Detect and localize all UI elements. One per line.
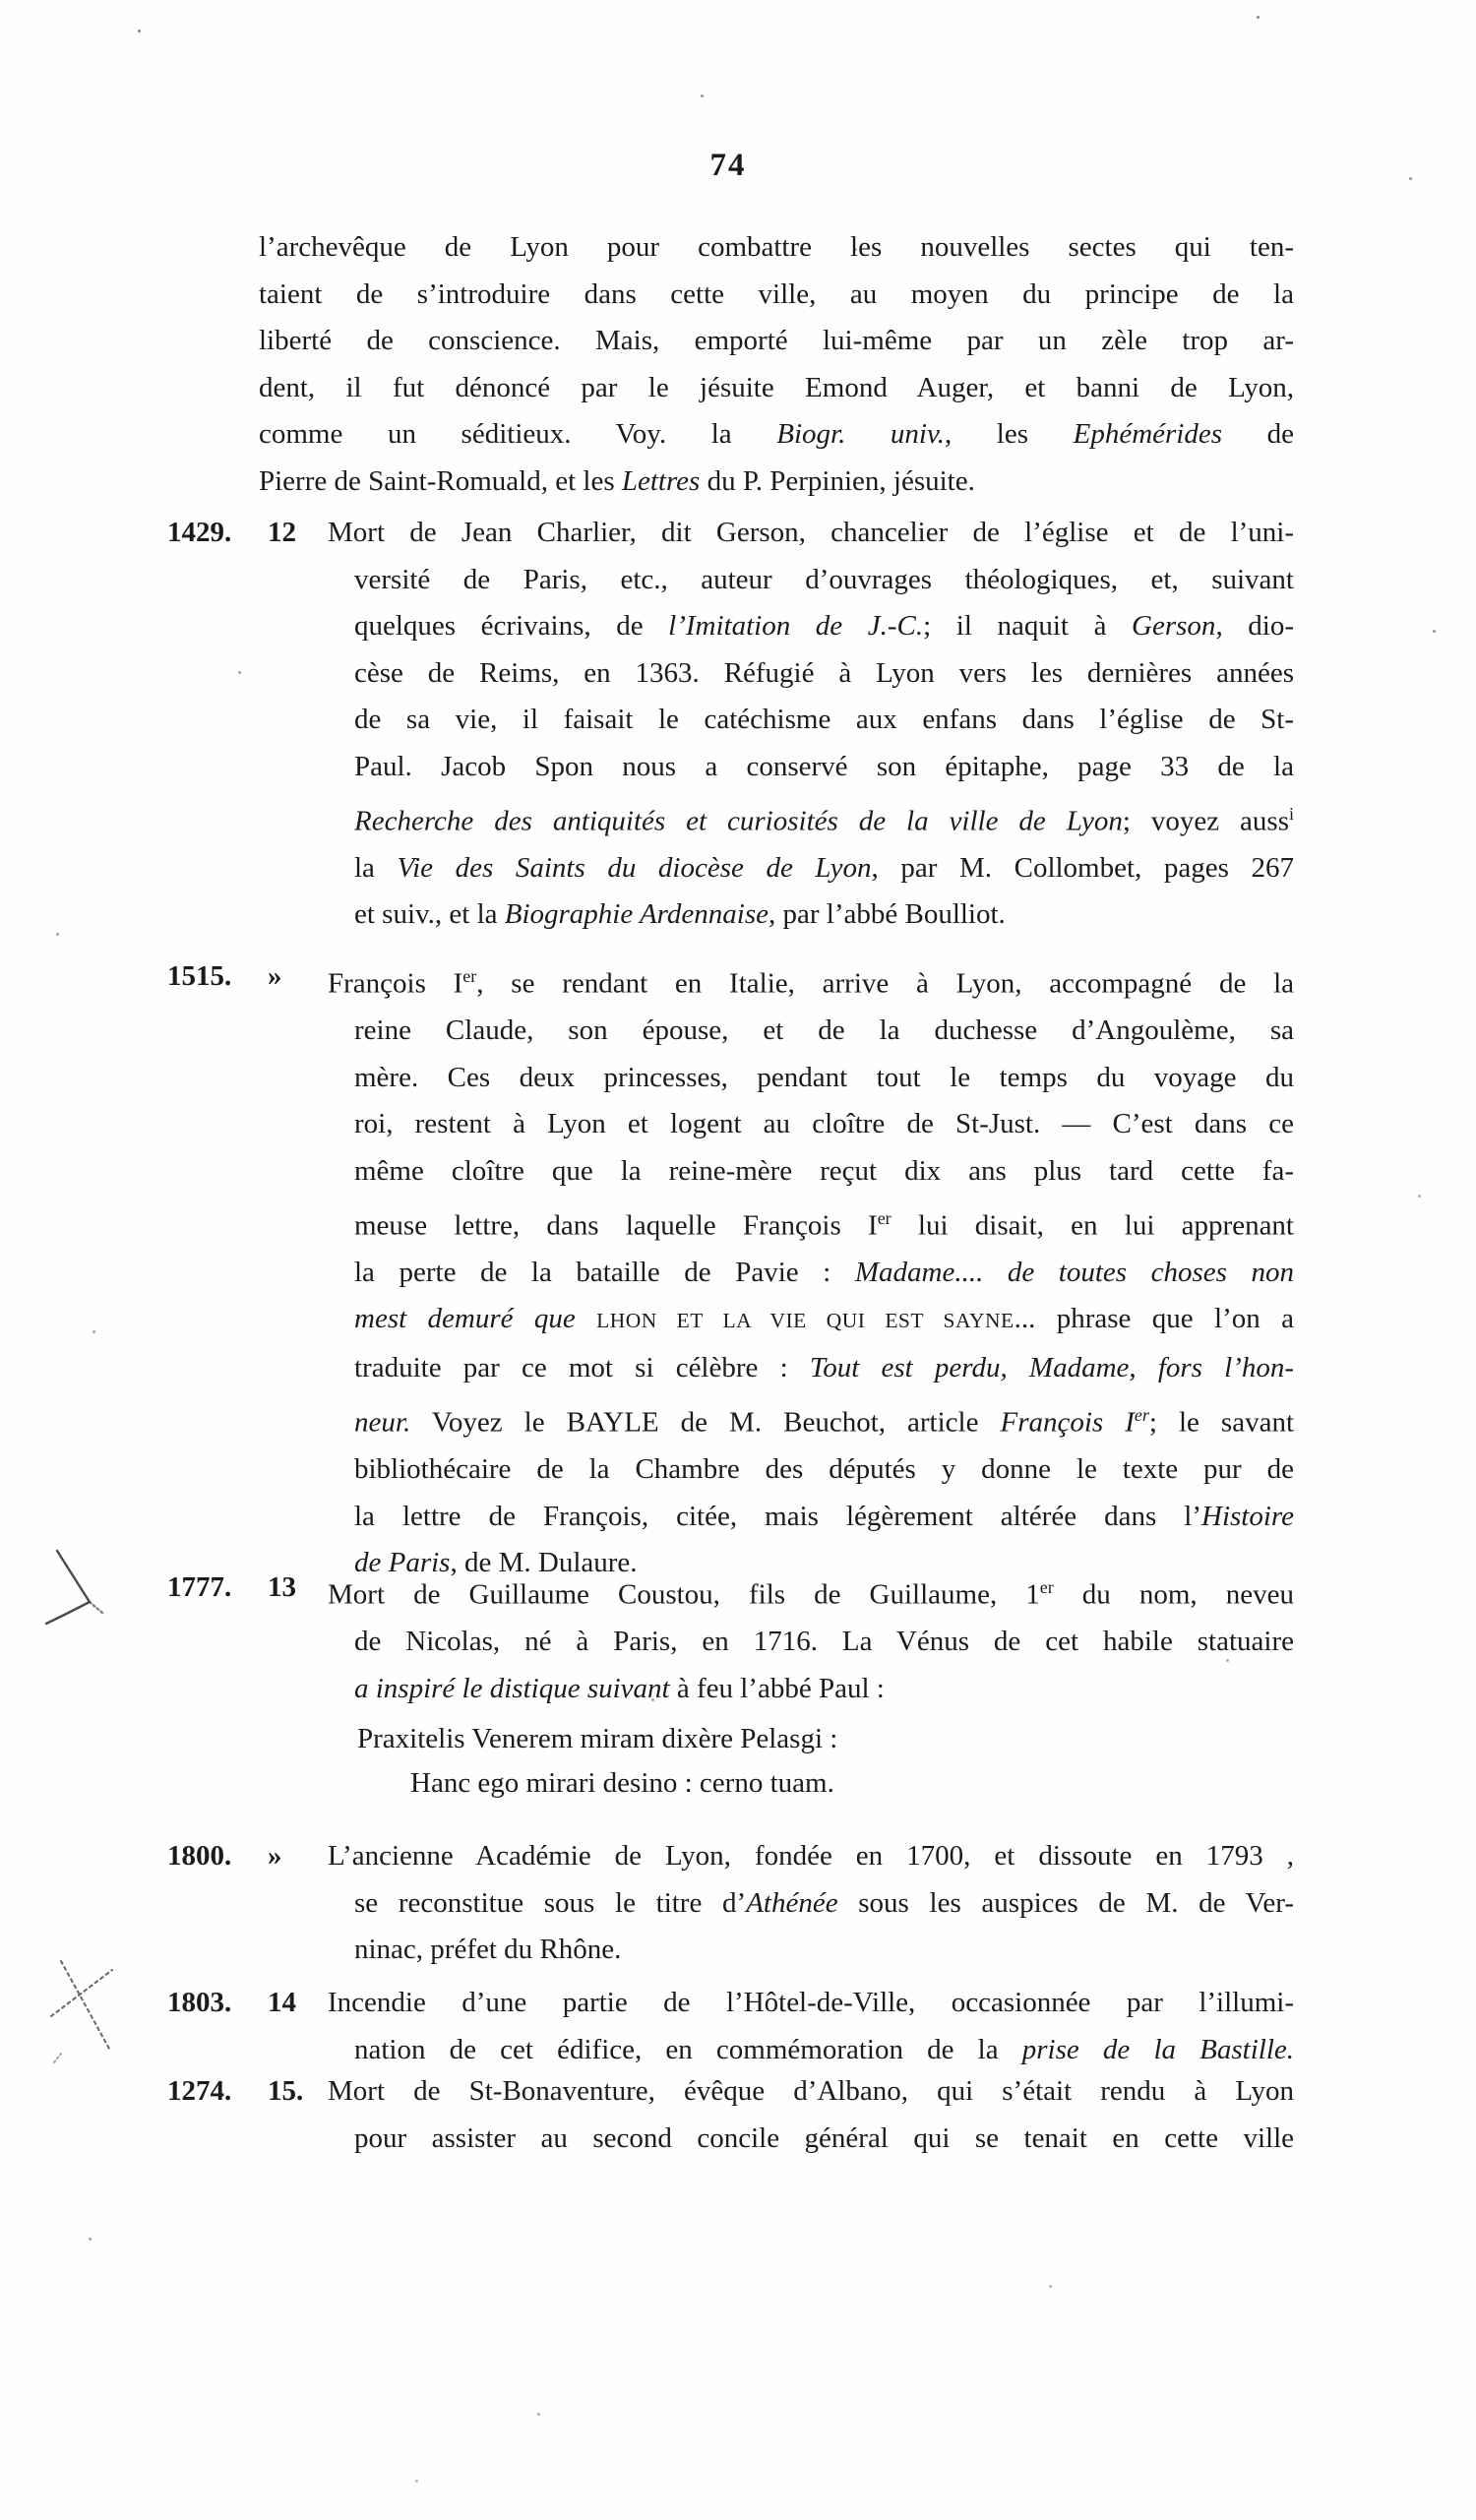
text-segment: mest demuré que — [354, 1303, 597, 1335]
text-line — [354, 1494, 1294, 1541]
text-line — [328, 510, 1294, 557]
text-line — [354, 2027, 1294, 2074]
text-segment: meuse lettre, dans laquelle François I — [354, 1209, 878, 1242]
continuation-paragraph — [259, 224, 1294, 506]
text-line — [259, 411, 1294, 459]
text-line — [354, 1392, 1294, 1446]
text-segment: de sa vie, il faisait le catéchisme aux enfans dans l’église de St- — [354, 704, 1294, 736]
text-segment: Hanc ego mirari desino : cerno tuam. — [410, 1767, 834, 1799]
text-line — [354, 744, 1294, 791]
entry-year: 1800. — [167, 1840, 232, 1872]
text-line — [354, 845, 1294, 892]
text-segment: Biogr. univ. — [776, 418, 945, 451]
text-segment: er — [1039, 1577, 1054, 1597]
text-segment: ; il naquit à — [923, 610, 1133, 643]
text-segment: ninac, préfet du Rhône. — [354, 1934, 622, 1966]
text-segment: se reconstitue sous le titre d’ — [354, 1886, 747, 1919]
text-segment: de Nicolas, né à Paris, en 1716. La Vénus de cet habile statuaire — [354, 1626, 1294, 1658]
text-line — [354, 1148, 1294, 1196]
text-segment: la lettre de François, citée, mais légèrement altérée dans l’ — [354, 1500, 1202, 1532]
entry-day: » — [268, 960, 282, 992]
text-segment: à feu l’abbé Paul : — [669, 1672, 885, 1704]
scan-noise-specks — [0, 0, 3, 3]
text-segment: l’archevêque de Lyon pour combattre les nouvelles sectes qui ten- — [259, 231, 1294, 263]
text-segment: Ephémérides — [1073, 418, 1223, 451]
text-segment: roi, restent à Lyon et logent au cloître de St-Just. — C’est dans ce — [354, 1108, 1294, 1140]
text-segment: , se rendant en Italie, arrive à Lyon, accompagné de la — [476, 967, 1295, 1000]
text-segment: , par l’abbé Boulliot. — [768, 898, 1006, 931]
text-line — [354, 1446, 1294, 1494]
text-segment: Incendie d’une partie de l’Hôtel-de-Ville, occasionnée par l’illumi- — [328, 1987, 1294, 2018]
page-number: 74 — [709, 148, 747, 183]
entry-day: 13 — [268, 1571, 296, 1603]
entry-year: 1803. — [167, 1987, 232, 2018]
text-line — [354, 697, 1294, 744]
text-segment: pour assister au second concile général qui se tenait en cette ville — [354, 2121, 1294, 2154]
text-segment: , dio- — [1215, 610, 1294, 643]
latin-distich — [357, 1717, 837, 1806]
text-segment: François I — [1000, 1406, 1135, 1439]
text-segment: LHON ET LA VIE QUI EST SAYNE — [596, 1309, 1015, 1333]
text-line — [259, 272, 1294, 319]
text-segment: Tout est perdu, Madame, fors l’hon- — [809, 1352, 1294, 1384]
text-line — [259, 318, 1294, 365]
text-segment: prise de la Bastille. — [1021, 2033, 1295, 2065]
text-line — [354, 1619, 1294, 1666]
text-line — [354, 1101, 1294, 1148]
text-segment: Histoire — [1201, 1500, 1294, 1532]
text-segment: de — [1222, 418, 1294, 451]
text-segment: du nom, neveu — [1053, 1578, 1294, 1611]
text-segment: , par M. Collombet, pages 267 — [871, 851, 1294, 884]
text-segment: ... phrase que l’on a — [1014, 1303, 1294, 1335]
text-segment: neur. — [354, 1406, 411, 1439]
text-line — [328, 953, 1294, 1008]
text-segment: er — [1134, 1404, 1149, 1425]
text-line — [354, 1927, 1294, 1974]
text-segment: Madame.... de toutes choses non — [854, 1256, 1294, 1288]
text-segment: du P. Perpinien, jésuite. — [700, 464, 975, 497]
text-segment: comme un séditieux. Voy. la — [259, 418, 777, 451]
text-segment: L’ancienne Académie de Lyon, fondée en 1700, et dissoute en 1793 , — [328, 1840, 1294, 1872]
text-line — [328, 2068, 1294, 2116]
text-segment: lui disait, en lui apprenant — [891, 1209, 1294, 1242]
text-segment: quelques écrivains, de — [354, 610, 669, 643]
text-line — [354, 603, 1294, 650]
text-segment: taient de s’introduire dans cette ville, au moyen du principe de la — [259, 277, 1294, 310]
text-line — [259, 459, 1294, 506]
entry-1429 — [167, 510, 1294, 939]
entry-day: 14 — [268, 1987, 296, 2018]
text-segment: versité de Paris, etc., auteur d’ouvrages théologiques, et, suivant — [354, 563, 1294, 595]
text-segment: Gerson — [1132, 610, 1216, 643]
text-line — [354, 1666, 1294, 1713]
entry-day: 12 — [268, 517, 296, 548]
text-line — [354, 1196, 1294, 1250]
text-line — [354, 1880, 1294, 1928]
text-segment: cèse de Reims, en 1363. Réfugié à Lyon vers les dernières années — [354, 656, 1294, 689]
text-segment: Pierre de Saint-Romuald, et les — [259, 464, 622, 497]
text-line — [259, 365, 1294, 412]
text-segment: , les — [944, 418, 1074, 451]
text-line — [354, 891, 1294, 939]
text-segment: la perte de la bataille de Pavie : — [354, 1256, 855, 1288]
text-line — [354, 1250, 1294, 1297]
text-line — [354, 791, 1294, 845]
text-segment: de Paris — [354, 1547, 451, 1579]
text-segment: , de M. Dulaure. — [450, 1547, 638, 1579]
entry-1800 — [167, 1833, 1294, 1974]
entry-year: 1515. — [167, 960, 232, 992]
entry-1274 — [167, 2068, 1294, 2162]
text-line — [354, 1296, 1294, 1345]
text-segment: er — [877, 1207, 892, 1228]
text-line — [328, 1833, 1294, 1880]
text-segment: ; le savant — [1148, 1406, 1294, 1439]
text-segment: Lettres — [621, 464, 701, 497]
text-segment: Voyez le BAYLE de M. Beuchot, article — [410, 1406, 1001, 1439]
entry-day: 15. — [268, 2075, 304, 2107]
text-line — [357, 1717, 837, 1761]
text-line — [410, 1761, 837, 1806]
text-line — [259, 224, 1294, 272]
text-segment: et suiv., et la — [354, 898, 505, 931]
text-line — [354, 2116, 1294, 2163]
text-segment: Mort de Jean Charlier, dit Gerson, chancelier de l’église et de l’uni- — [328, 517, 1294, 548]
text-line — [328, 1980, 1294, 2027]
text-segment: a inspiré le distique suivant — [354, 1672, 670, 1704]
entry-1777 — [167, 1565, 1294, 1712]
pencil-check-mark-icon — [46, 1551, 102, 1624]
text-segment: ; voyez auss — [1122, 805, 1289, 837]
text-line — [328, 1565, 1294, 1619]
text-segment: reine Claude, son épouse, et de la duchesse d’Angoulème, sa — [354, 1014, 1294, 1047]
text-line — [354, 557, 1294, 604]
text-segment: même cloître que la reine-mère reçut dix ans plus tard cette fa- — [354, 1155, 1294, 1188]
text-segment: la — [354, 851, 398, 884]
entry-day: » — [268, 1840, 282, 1872]
text-segment: l’Imitation de J.-C. — [668, 610, 924, 643]
text-line — [354, 650, 1294, 698]
text-segment: dent, il fut dénoncé par le jésuite Emond Auger, et banni de Lyon, — [259, 371, 1294, 403]
entry-1803 — [167, 1980, 1295, 2073]
text-segment: Paul. Jacob Spon nous a conservé son épitaphe, page 33 de la — [354, 750, 1294, 782]
text-segment: Athénée — [746, 1886, 838, 1919]
text-segment: mère. Ces deux princesses, pendant tout le temps du voyage du — [354, 1061, 1294, 1093]
text-segment: François I — [328, 967, 463, 1000]
text-segment: nation de cet édifice, en commémoration de la — [354, 2033, 1022, 2065]
text-line — [354, 1055, 1294, 1102]
text-segment: Biographie Ardennaise — [504, 898, 769, 931]
text-line — [354, 1345, 1294, 1392]
text-line — [354, 1008, 1294, 1055]
text-segment: Recherche des antiquités et curiosités de la ville de Lyon — [354, 805, 1123, 837]
text-segment: sous les auspices de M. de Ver- — [837, 1886, 1294, 1919]
text-segment: traduite par ce mot si célèbre : — [354, 1352, 810, 1384]
entry-year: 1274. — [167, 2075, 232, 2107]
pencil-x-mark-icon — [51, 1961, 112, 2062]
text-segment: Mort de St-Bonaventure, évêque d’Albano, qui s’était rendu à Lyon — [328, 2075, 1294, 2107]
entry-year: 1429. — [167, 517, 232, 548]
entry-year: 1777. — [167, 1571, 232, 1603]
text-segment: Mort de Guillaume Coustou, fils de Guillaume, 1 — [328, 1578, 1040, 1611]
text-segment: Vie des Saints du diocèse de Lyon — [397, 851, 872, 884]
text-segment: er — [462, 966, 477, 986]
text-segment: bibliothécaire de la Chambre des députés y donne le texte pur de — [354, 1452, 1294, 1485]
text-segment: liberté de conscience. Mais, emporté lui-même par un zèle trop ar- — [259, 325, 1294, 357]
text-segment: Praxitelis Venerem miram dixère Pelasgi : — [357, 1723, 838, 1754]
text-segment: i — [1289, 803, 1294, 824]
